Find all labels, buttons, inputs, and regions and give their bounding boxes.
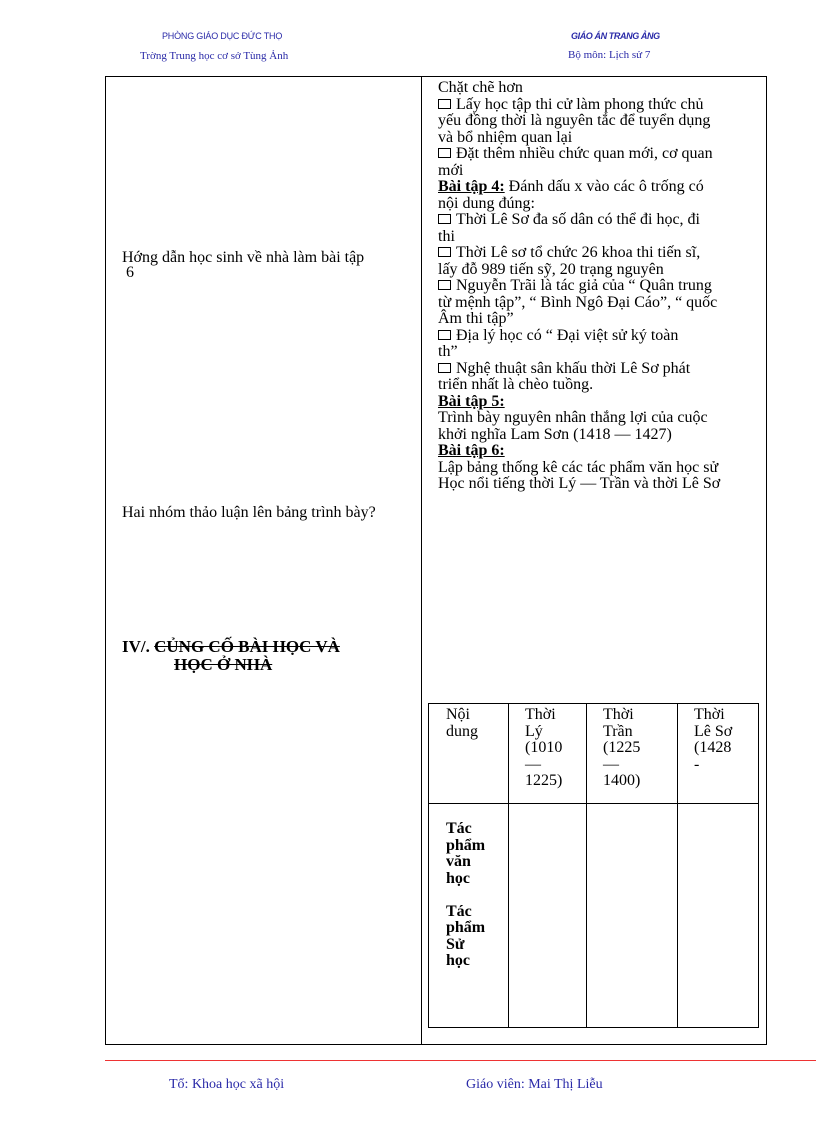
exercise-5-label: Bài tập 5:	[438, 392, 505, 410]
works-table	[428, 703, 759, 1028]
subject-label: Bộ môn: Lịch sử 7	[568, 49, 651, 61]
section-heading: IV/. CỦNG CỐ BÀI HỌC VÀ HỌC Ở NHÀ	[122, 637, 340, 674]
table-cell	[587, 804, 678, 1028]
school-name: Trờng Trung học cơ sở Tùng Ảnh	[140, 50, 289, 62]
checkbox[interactable]	[438, 247, 451, 257]
homework-instruction: Hớng dẫn học sinh về nhà làm bài tập 6	[122, 249, 365, 281]
exercise-4-label: Bài tập 4:	[438, 178, 505, 195]
footer-rule	[105, 1060, 816, 1061]
table-header-cell: Thời Lý (1010 — 1225)	[509, 704, 587, 804]
table-row-label: Tác phẩm văn học Tác phẩm Sử học	[429, 804, 509, 1028]
table-header-cell: Thời Trần (1225 — 1400)	[587, 704, 678, 804]
footer-teacher: Giáo viên: Mai Thị Liễu	[466, 1077, 603, 1092]
table-header-cell: Thời Lê Sơ (1428 -	[678, 704, 759, 804]
column-divider	[421, 76, 422, 1045]
doc-type-label: GIÁO ÁN TRANG ẢNG	[571, 31, 660, 41]
footer-department: Tổ: Khoa học xã hội	[169, 1077, 285, 1092]
checkbox[interactable]	[438, 330, 451, 340]
discussion-prompt: Hai nhóm thảo luận lên bảng trình bày?	[122, 504, 376, 521]
checkbox[interactable]	[438, 363, 451, 373]
table-cell	[509, 804, 587, 1028]
table-cell	[678, 804, 759, 1028]
exercise-6-label: Bài tập 6:	[438, 442, 505, 459]
table-header-cell: Nội dung	[429, 704, 509, 804]
checkbox[interactable]	[438, 99, 451, 109]
exercise-content: Chặt chẽ hơn Lấy học tập thi cử làm phong thức chủ yếu đồng thời là nguyên tắc để tuyển dụng và bổ nhiệm quan lại Đặt thêm nhiều chức quan mới, cơ quan mới Bài tập 4: Đánh dấu x vào các ô trống có nội dung đúng: Thời Lê Sơ đa số dân có thể đi học, đi thi Thời Lê sơ tổ chức 26 khoa thi tiến sĩ, lấy đỗ 989 tiến sỹ, 20 trạng nguyên Nguyễn Trãi là tác giả của “ Quân trung từ mệnh tập”, “ Bình Ngô Đại Cáo”, “ quốc Âm thi tập” Địa lý học có “ Đại việt sử ký toàn th” Nghệ thuật sân khấu thời Lê Sơ phát triển nhất là chèo tuồng. Bài tập 5: Trình bày nguyên nhân thắng lợi của cuộc khởi nghĩa Lam Sơn (1418 — 1427) Bài tập 6: Lập bảng thống kê các tác phẩm văn học sử Học nổi tiếng thời Lý — Trần và thời Lê Sơ	[438, 80, 740, 493]
checkbox[interactable]	[438, 148, 451, 158]
checkbox[interactable]	[438, 280, 451, 290]
department-name: PHÒNG GIÁO DỤC ĐỨC THỌ	[162, 31, 283, 41]
checkbox[interactable]	[438, 214, 451, 224]
